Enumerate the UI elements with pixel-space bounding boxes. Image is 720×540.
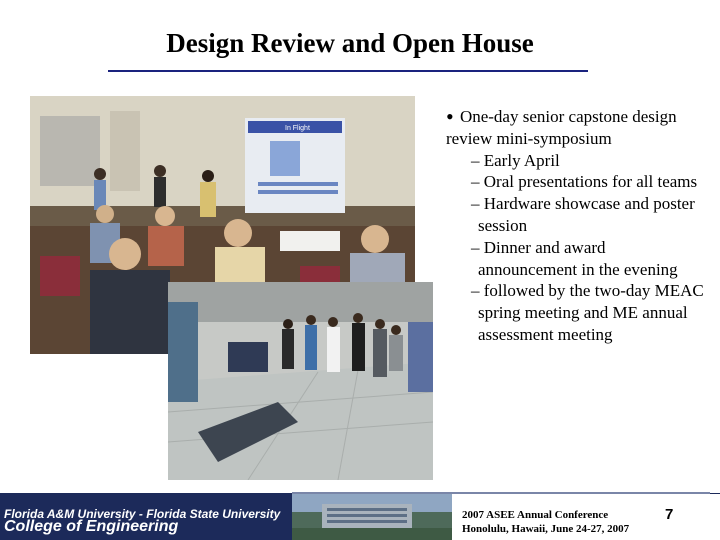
bullet-dot: • <box>446 104 454 129</box>
sub-item-date: – Early April <box>471 150 560 170</box>
bullet-lead-text: One-day senior capstone design review mini-symposium <box>446 107 677 148</box>
slide-title: Design Review and Open House <box>166 28 534 58</box>
screen-heading: In Flight <box>285 125 310 132</box>
conference-name: 2007 ASEE Annual Conference <box>462 509 609 521</box>
sub-item-oral: – Oral presentations for all teams <box>471 172 698 192</box>
bullet-list <box>446 106 708 346</box>
footer-college: College of Engineering <box>4 518 179 535</box>
hardware-showcase-photo <box>168 282 433 480</box>
conference-location: Honolulu, Hawaii, June 24-27, 2007 <box>462 523 630 535</box>
page-number: 7 <box>665 506 674 523</box>
sub-list <box>464 150 708 346</box>
sub-item-hardware: – Hardware showcase and poster session <box>471 194 695 235</box>
title-underline <box>108 70 588 72</box>
sub-item-dinner: – Dinner and award announcement in the evening <box>471 237 678 279</box>
bullet-main-item <box>446 106 708 150</box>
sub-item-meac: – followed by the two-day MEAC spring meeting and ME annual assessment meeting <box>471 281 704 344</box>
footer-institution: Florida A&M University - Florida State University <box>4 507 281 521</box>
campus-building-photo <box>292 494 452 540</box>
